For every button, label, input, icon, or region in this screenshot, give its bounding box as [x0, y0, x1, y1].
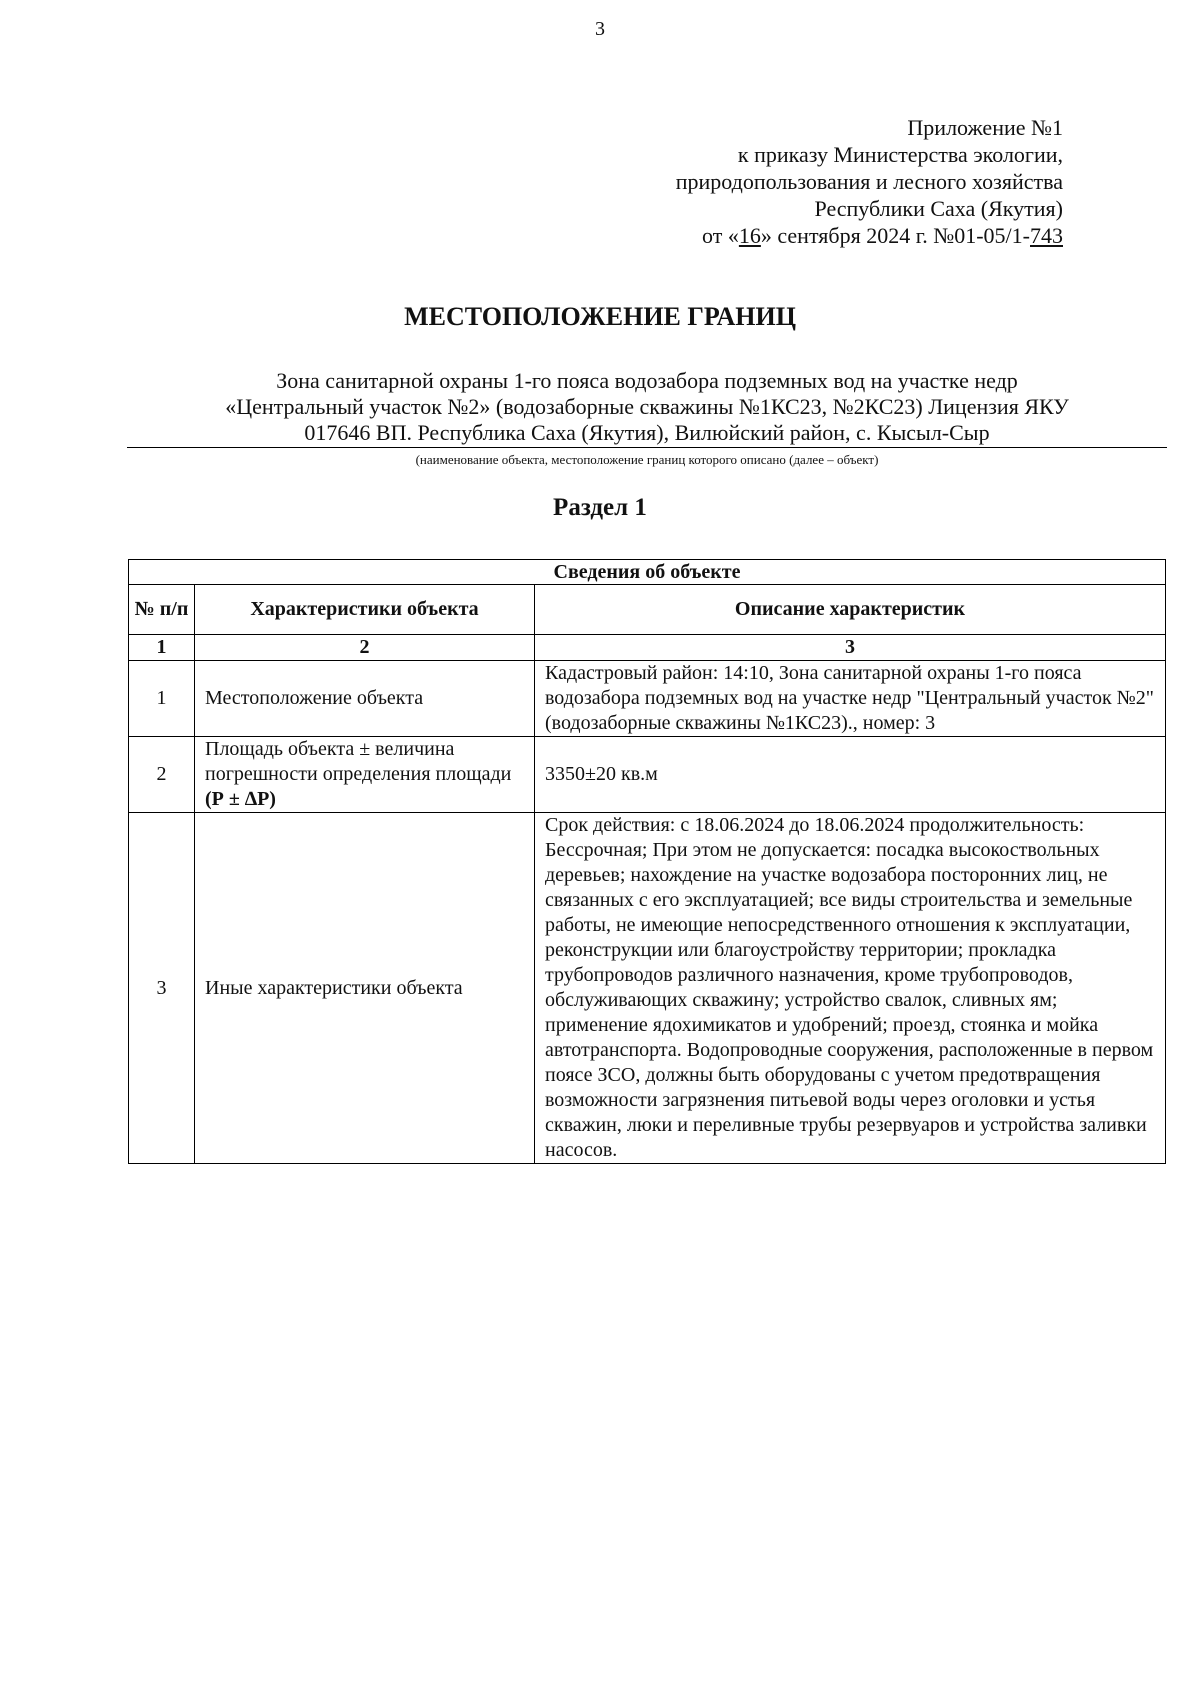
object-name-line: Зона санитарной охраны 1-го пояса водозабора подземных вод на участке недр: [276, 368, 1018, 393]
characteristic-text: Площадь объекта ± величина погрешности определения площади: [205, 738, 512, 785]
row-num: 1: [129, 661, 195, 737]
row-characteristic: [195, 737, 535, 813]
table-header-row: [129, 585, 1166, 635]
row-characteristic: Иные характеристики объекта: [195, 813, 535, 1164]
order-suffix: 743: [1030, 223, 1063, 248]
object-info-table: [128, 559, 1166, 1164]
index-cell: 1: [129, 635, 195, 661]
section-title: Раздел 1: [553, 494, 647, 521]
row-num: 2: [129, 737, 195, 813]
row-description: 3350±20 кв.м: [535, 737, 1166, 813]
table-caption: Сведения об объекте: [129, 560, 1166, 585]
header-description: Описание характеристик: [535, 585, 1166, 635]
characteristic-formula: (Р ± ∆Р): [205, 788, 276, 810]
appendix-block: [676, 114, 1063, 249]
document-title: МЕСТОПОЛОЖЕНИЕ ГРАНИЦ: [404, 302, 796, 331]
header-num: № п/п: [129, 585, 195, 635]
row-num: 3: [129, 813, 195, 1164]
header-characteristic: Характеристики объекта: [195, 585, 535, 635]
object-name: [127, 368, 1167, 448]
row-description: Срок действия: с 18.06.2024 до 18.06.2024 продолжительность: Бессрочная; При этом не допускается: посадка высокоствольных деревьев; нахождение на участке водозабора посторонних лиц, не связанных с его эксплуатацией; все виды строительства и земельные работы, не имеющие непосредственного отношения к эксплуатации, реконструкции или благоустройству территории; прокладка трубопроводов различного назначения, кроме трубопроводов, обслуживающих скважину; устройство свалок, сливных ям; применение ядохимикатов и удобрений; проезд, стоянка и мойка автотранспорта. Водопроводные сооружения, расположенные в первом поясе ЗСО, должны быть оборудованы с учетом предотвращения возможности загрязнения питьевой воды через оголовки и устья скважин, люки и переливные трубы резервуаров и устройства заливки насосов.: [535, 813, 1166, 1164]
object-name-line: «Центральный участок №2» (водозаборные скважины №1КС23, №2КС23) Лицензия ЯКУ: [225, 394, 1069, 419]
appendix-line: Республики Саха (Якутия): [814, 196, 1063, 221]
object-caption: (наименование объекта, местоположение границ которого описано (далее – объект): [415, 452, 879, 467]
appendix-date-line: [676, 222, 1063, 249]
table-caption-row: [129, 560, 1166, 585]
table-row: [129, 813, 1166, 1164]
object-name-line: 017646 ВП. Республика Саха (Якутия), Вилюйский район, с. Кысыл-Сыр: [304, 420, 990, 445]
table-row: [129, 737, 1166, 813]
table-index-row: [129, 635, 1166, 661]
index-cell: 3: [535, 635, 1166, 661]
page-number: 3: [595, 18, 605, 40]
table-row: [129, 661, 1166, 737]
appendix-line: природопользования и лесного хозяйства: [675, 169, 1063, 194]
date-day: 16: [738, 223, 761, 248]
appendix-line: к приказу Министерства экологии,: [737, 142, 1063, 167]
index-cell: 2: [195, 635, 535, 661]
date-middle: » сентября 2024 г. №01-05/1-: [760, 223, 1030, 248]
appendix-line: Приложение №1: [907, 115, 1063, 140]
row-characteristic: Местоположение объекта: [195, 661, 535, 737]
date-prefix: от «: [702, 223, 739, 248]
row-description: Кадастровый район: 14:10, Зона санитарной охраны 1-го пояса водозабора подземных вод на участке недр "Центральный участок №2" (водозаборные скважины №1КС23)., номер: 3: [535, 661, 1166, 737]
